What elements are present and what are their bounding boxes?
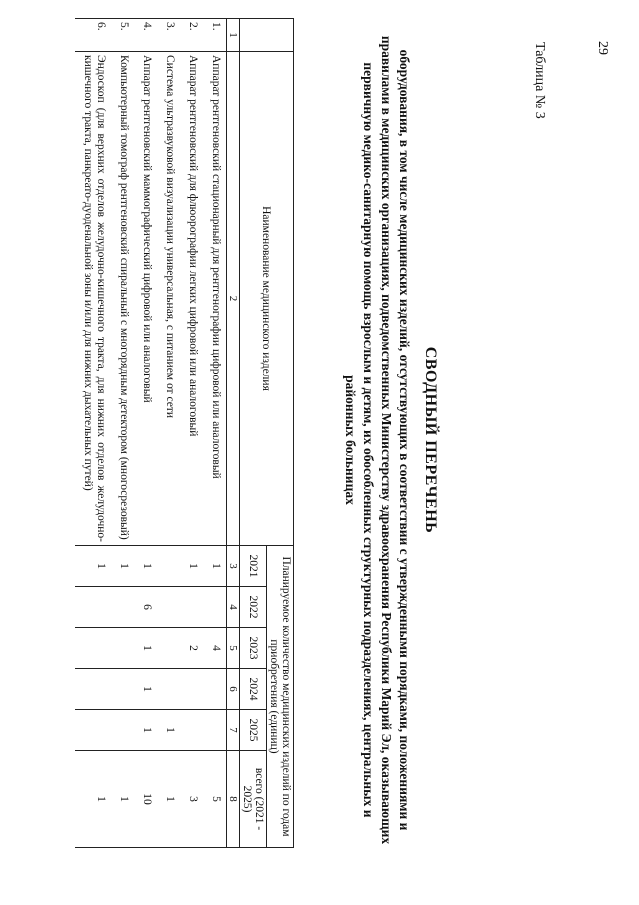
header-planned: Планируемое количество медицинских изделий по годам приобретения (единиц) <box>267 546 294 848</box>
item-name: Эндоскоп (для верхних отделов желудочно-кишечного тракта, для нижних отделов желудочно-кишечного тракта, панкреато-дуоденальной зоны и/или для нижних дыхательных путей) <box>75 52 111 546</box>
header-name: Наименование медицинского изделия <box>240 52 294 546</box>
value-2023: 1 <box>134 628 157 669</box>
row-number: 1. <box>203 19 227 52</box>
column-number: 4 <box>227 587 240 628</box>
value-2024 <box>203 669 227 710</box>
value-2024 <box>75 669 111 710</box>
value-2023: 2 <box>180 628 203 669</box>
column-number: 1 <box>227 19 240 52</box>
value-2022 <box>203 587 227 628</box>
column-number: 5 <box>227 628 240 669</box>
value-2021: 1 <box>134 546 157 587</box>
title-block <box>341 30 439 850</box>
value-2021: 1 <box>203 546 227 587</box>
column-number: 6 <box>227 669 240 710</box>
equipment-table <box>75 18 294 848</box>
value-total: 1 <box>157 751 180 848</box>
value-2023 <box>75 628 111 669</box>
value-total: 3 <box>180 751 203 848</box>
header-year: 2025 <box>240 710 267 751</box>
value-2024: 1 <box>134 669 157 710</box>
value-2024 <box>111 669 134 710</box>
value-2025: 1 <box>134 710 157 751</box>
column-number: 3 <box>227 546 240 587</box>
header-row-1 <box>267 19 294 848</box>
page-number: 29 <box>595 41 610 55</box>
value-2022 <box>75 587 111 628</box>
item-name: Аппарат рентгеновский стационарный для рентгенографии цифровой или аналоговый <box>203 52 227 546</box>
value-2025: 1 <box>157 710 180 751</box>
value-2021: 1 <box>111 546 134 587</box>
value-2024 <box>180 669 203 710</box>
item-name: Аппарат рентгеновский маммографический цифровой или аналоговый <box>134 52 157 546</box>
item-name: Компьютерный томограф рентгеновский спиральный с многорядным детектором (многосрезовый) <box>111 52 134 546</box>
row-number: 2. <box>180 19 203 52</box>
document-subtitle: оборудования, в том числе медицинских изделий, отсутствующих в соответствии с утвержденными порядками, положениями и правилами в медицинских организациях, подведомственных Министерству здравоохранения Республики Марий Эл, оказывающих первичную медико-санитарную помощь взрослым и детям, их обособленных структурных подразделениях, центральных и районных больницах <box>343 35 412 845</box>
table-row <box>180 19 203 848</box>
header-year: 2023 <box>240 628 267 669</box>
value-2022 <box>180 587 203 628</box>
value-2023 <box>157 628 180 669</box>
value-total: 5 <box>203 751 227 848</box>
table-row <box>75 19 111 848</box>
value-2023 <box>111 628 134 669</box>
row-number: 3. <box>157 19 180 52</box>
row-number: 6. <box>75 19 111 52</box>
column-number: 2 <box>227 52 240 546</box>
header-year: 2024 <box>240 669 267 710</box>
column-number: 8 <box>227 751 240 848</box>
header-number <box>240 19 294 52</box>
header-total: всего (2021 - 2025) <box>240 751 267 848</box>
value-total: 10 <box>134 751 157 848</box>
value-2022 <box>111 587 134 628</box>
value-total: 1 <box>111 751 134 848</box>
value-2021 <box>157 546 180 587</box>
table-row <box>134 19 157 848</box>
header-year: 2022 <box>240 587 267 628</box>
value-2021: 1 <box>75 546 111 587</box>
value-2025 <box>180 710 203 751</box>
value-2025 <box>203 710 227 751</box>
row-number: 4. <box>134 19 157 52</box>
value-2024 <box>157 669 180 710</box>
value-2022: 6 <box>134 587 157 628</box>
value-2025 <box>75 710 111 751</box>
value-2021: 1 <box>180 546 203 587</box>
column-number-row <box>227 19 240 848</box>
item-name: Система ультразвуковой визуализации универсальная, с питанием от сети <box>157 52 180 546</box>
value-total: 1 <box>75 751 111 848</box>
row-number: 5. <box>111 19 134 52</box>
table-row <box>203 19 227 848</box>
document-title: СВОДНЫЙ ПЕРЕЧЕНЬ <box>422 346 439 534</box>
item-name: Аппарат рентгеновский для флюорографии легких цифровой или аналоговый <box>180 52 203 546</box>
value-2025 <box>111 710 134 751</box>
value-2023: 4 <box>203 628 227 669</box>
header-year: 2021 <box>240 546 267 587</box>
column-number: 7 <box>227 710 240 751</box>
table-row <box>157 19 180 848</box>
table-row <box>111 19 134 848</box>
table-label: Таблица № 3 <box>532 42 547 119</box>
value-2022 <box>157 587 180 628</box>
